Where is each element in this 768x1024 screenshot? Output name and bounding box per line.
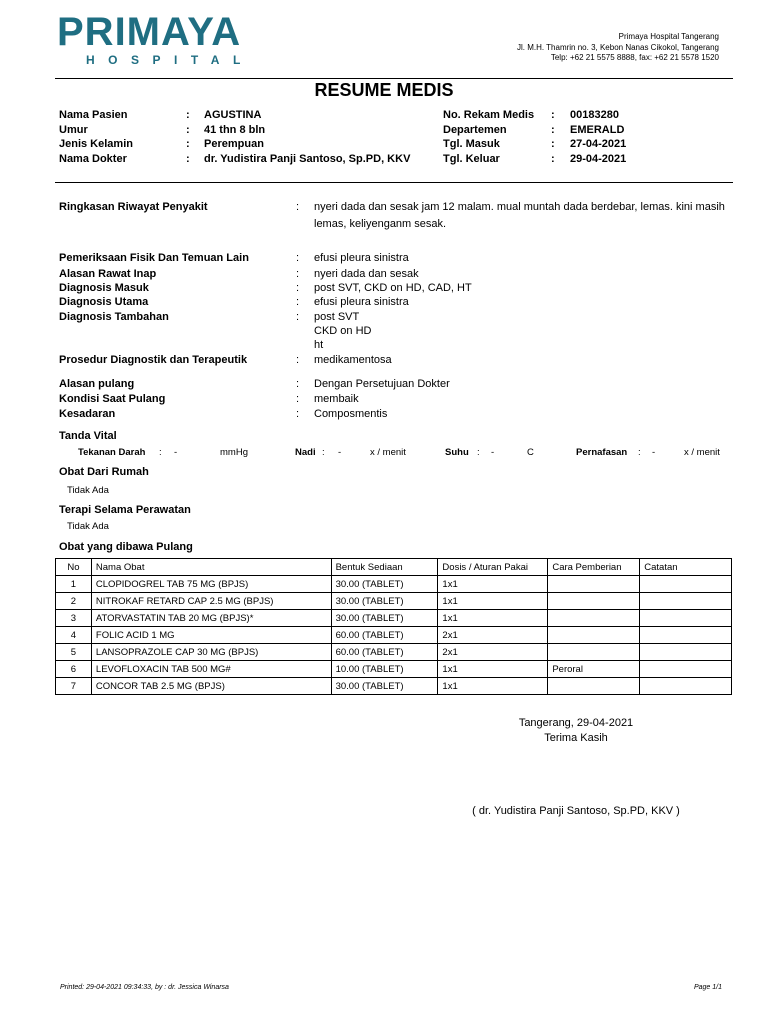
label-ringkasan: Ringkasan Riwayat Penyakit bbox=[59, 201, 208, 213]
label-alasan-rawat: Alasan Rawat Inap bbox=[59, 268, 157, 280]
cell-no: 3 bbox=[56, 610, 92, 627]
value-diagnosis-utama: efusi pleura sinistra bbox=[314, 296, 409, 308]
section-title-terapi: Terapi Selama Perawatan bbox=[59, 504, 191, 516]
table-header-row bbox=[56, 559, 732, 576]
cell-cara-pemberian bbox=[548, 593, 640, 610]
cell-no: 7 bbox=[56, 678, 92, 695]
cell-dosis: 1x1 bbox=[438, 661, 548, 678]
cell-dosis: 1x1 bbox=[438, 678, 548, 695]
cell-dosis: 1x1 bbox=[438, 610, 548, 627]
cell-nama-obat: LEVOFLOXACIN TAB 500 MG# bbox=[91, 661, 331, 678]
cell-dosis: 1x1 bbox=[438, 576, 548, 593]
label-suhu: Suhu bbox=[445, 447, 469, 458]
colon: : bbox=[296, 354, 300, 366]
cell-nama-obat: LANSOPRAZOLE CAP 30 MG (BPJS) bbox=[91, 644, 331, 661]
column-header-dosis: Dosis / Aturan Pakai bbox=[438, 559, 548, 576]
value-tgl-masuk: 27-04-2021 bbox=[570, 138, 627, 150]
colon: : bbox=[186, 109, 190, 121]
cell-no: 2 bbox=[56, 593, 92, 610]
cell-bentuk-sediaan: 30.00 (TABLET) bbox=[331, 576, 438, 593]
value-pernafasan: - bbox=[652, 447, 656, 458]
value-kesadaran: Composmentis bbox=[314, 408, 388, 420]
cell-cara-pemberian bbox=[548, 610, 640, 627]
value-departemen: EMERALD bbox=[570, 124, 625, 136]
section-title-obat-pulang: Obat yang dibawa Pulang bbox=[59, 541, 193, 553]
value-nama-dokter: dr. Yudistira Panji Santoso, Sp.PD, KKV bbox=[204, 153, 411, 165]
patient-divider bbox=[55, 182, 733, 183]
cell-catatan bbox=[640, 678, 732, 695]
hospital-name: Primaya Hospital Tangerang bbox=[618, 32, 719, 41]
cell-no: 6 bbox=[56, 661, 92, 678]
cell-nama-obat: FOLIC ACID 1 MG bbox=[91, 627, 331, 644]
value-obat-dari-rumah: Tidak Ada bbox=[67, 485, 109, 496]
value-jenis-kelamin: Perempuan bbox=[204, 138, 264, 150]
label-diagnosis-utama: Diagnosis Utama bbox=[59, 296, 149, 308]
cell-cara-pemberian bbox=[548, 678, 640, 695]
label-umur: Umur bbox=[59, 124, 88, 136]
label-alasan-pulang: Alasan pulang bbox=[59, 378, 135, 390]
colon: : bbox=[322, 447, 325, 458]
cell-no: 5 bbox=[56, 644, 92, 661]
footer-page-number: Page 1/1 bbox=[693, 984, 722, 991]
label-kondisi-pulang: Kondisi Saat Pulang bbox=[59, 393, 166, 405]
colon: : bbox=[186, 138, 190, 150]
section-title-tanda-vital: Tanda Vital bbox=[59, 430, 117, 442]
colon: : bbox=[186, 124, 190, 136]
value-diagnosis-tambahan-1: post SVT bbox=[314, 311, 360, 323]
cell-catatan bbox=[640, 576, 732, 593]
signature-place-date: Tangerang, 29-04-2021 bbox=[518, 717, 634, 729]
table-row bbox=[56, 644, 732, 661]
signature-thanks: Terima Kasih bbox=[544, 732, 608, 744]
colon: : bbox=[296, 296, 300, 308]
cell-catatan bbox=[640, 661, 732, 678]
label-nadi: Nadi bbox=[295, 447, 316, 458]
cell-dosis: 2x1 bbox=[438, 627, 548, 644]
label-no-rekam-medis: No. Rekam Medis bbox=[443, 109, 535, 121]
colon: : bbox=[296, 282, 300, 294]
label-kesadaran: Kesadaran bbox=[59, 408, 116, 420]
colon: : bbox=[159, 447, 162, 458]
colon: : bbox=[296, 268, 300, 280]
value-alasan-pulang: Dengan Persetujuan Dokter bbox=[314, 378, 450, 390]
colon: : bbox=[186, 153, 190, 165]
cell-bentuk-sediaan: 30.00 (TABLET) bbox=[331, 678, 438, 695]
label-pemeriksaan: Pemeriksaan Fisik Dan Temuan Lain bbox=[59, 252, 249, 264]
value-ringkasan: nyeri dada dan sesak jam 12 malam. mual muntah dada berdebar, lemas. kini masih lemas, keliyenganm sesak. bbox=[314, 201, 725, 230]
cell-catatan bbox=[640, 593, 732, 610]
cell-nama-obat: CLOPIDOGREL TAB 75 MG (BPJS) bbox=[91, 576, 331, 593]
column-header-catatan: Catatan bbox=[640, 559, 732, 576]
column-header-nama-obat: Nama Obat bbox=[91, 559, 331, 576]
colon: : bbox=[638, 447, 641, 458]
cell-nama-obat: NITROKAF RETARD CAP 2.5 MG (BPJS) bbox=[91, 593, 331, 610]
label-departemen: Departemen bbox=[443, 124, 507, 136]
colon: : bbox=[551, 109, 555, 121]
colon: : bbox=[296, 378, 300, 390]
value-no-rekam-medis: 00183280 bbox=[570, 109, 619, 121]
label-prosedur: Prosedur Diagnostik dan Terapeutik bbox=[59, 354, 248, 366]
label-tekanan-darah: Tekanan Darah bbox=[78, 447, 146, 458]
cell-cara-pemberian bbox=[548, 576, 640, 593]
cell-catatan bbox=[640, 644, 732, 661]
cell-cara-pemberian bbox=[548, 627, 640, 644]
cell-catatan bbox=[640, 627, 732, 644]
colon: : bbox=[551, 124, 555, 136]
column-header-bentuk-sediaan: Bentuk Sediaan bbox=[331, 559, 438, 576]
label-tgl-keluar: Tgl. Keluar bbox=[443, 153, 500, 165]
table-row bbox=[56, 678, 732, 695]
hospital-address: Jl. M.H. Thamrin no. 3, Kebon Nanas Cikokol, Tangerang bbox=[516, 42, 719, 52]
medicine-table bbox=[55, 558, 732, 695]
unit-suhu: C bbox=[527, 447, 534, 458]
logo-hospital-subtitle: HOSPITAL bbox=[86, 53, 254, 67]
label-diagnosis-masuk: Diagnosis Masuk bbox=[59, 282, 149, 294]
cell-no: 4 bbox=[56, 627, 92, 644]
table-row bbox=[56, 576, 732, 593]
colon: : bbox=[296, 408, 300, 420]
cell-nama-obat: ATORVASTATIN TAB 20 MG (BPJS)* bbox=[91, 610, 331, 627]
value-diagnosis-tambahan-3: ht bbox=[314, 339, 324, 351]
value-tekanan-darah: - bbox=[174, 447, 178, 458]
cell-bentuk-sediaan: 10.00 (TABLET) bbox=[331, 661, 438, 678]
header-divider bbox=[55, 78, 733, 79]
column-header-no: No bbox=[56, 559, 92, 576]
cell-bentuk-sediaan: 30.00 (TABLET) bbox=[331, 610, 438, 627]
footer-printed: Printed: 29-04-2021 09:34:33, by : dr. Jessica Winarsa bbox=[60, 984, 229, 991]
value-nadi: - bbox=[338, 447, 342, 458]
colon: : bbox=[296, 393, 300, 405]
value-diagnosis-tambahan-2: CKD on HD bbox=[314, 325, 372, 337]
hospital-info bbox=[517, 32, 719, 64]
cell-no: 1 bbox=[56, 576, 92, 593]
colon: : bbox=[296, 201, 300, 213]
cell-bentuk-sediaan: 30.00 (TABLET) bbox=[331, 593, 438, 610]
colon: : bbox=[296, 311, 300, 323]
cell-bentuk-sediaan: 60.00 (TABLET) bbox=[331, 644, 438, 661]
cell-dosis: 1x1 bbox=[438, 593, 548, 610]
table-row bbox=[56, 610, 732, 627]
hospital-contact: Telp: +62 21 5575 8888, fax: +62 21 5578 1520 bbox=[550, 53, 719, 62]
value-tgl-keluar: 29-04-2021 bbox=[570, 153, 627, 165]
value-nama-pasien: AGUSTINA bbox=[204, 109, 262, 121]
signature-doctor-name: ( dr. Yudistira Panji Santoso, Sp.PD, KKV ) bbox=[472, 805, 680, 817]
label-nama-pasien: Nama Pasien bbox=[59, 109, 128, 121]
value-alasan-rawat: nyeri dada dan sesak bbox=[314, 268, 419, 280]
document-title: RESUME MEDIS bbox=[314, 80, 454, 100]
value-terapi: Tidak Ada bbox=[67, 521, 109, 532]
cell-cara-pemberian bbox=[548, 644, 640, 661]
table-row bbox=[56, 593, 732, 610]
value-prosedur: medikamentosa bbox=[314, 354, 392, 366]
colon: : bbox=[296, 252, 300, 264]
cell-bentuk-sediaan: 60.00 (TABLET) bbox=[331, 627, 438, 644]
value-umur: 41 thn 8 bln bbox=[204, 124, 266, 136]
cell-nama-obat: CONCOR TAB 2.5 MG (BPJS) bbox=[91, 678, 331, 695]
label-nama-dokter: Nama Dokter bbox=[59, 153, 127, 165]
table-row bbox=[56, 661, 732, 678]
colon: : bbox=[551, 138, 555, 150]
unit-tekanan-darah: mmHg bbox=[220, 447, 248, 458]
logo-primaya: PRIMAYA bbox=[57, 10, 242, 54]
cell-cara-pemberian: Peroral bbox=[548, 661, 640, 678]
colon: : bbox=[551, 153, 555, 165]
cell-catatan bbox=[640, 610, 732, 627]
value-suhu: - bbox=[491, 447, 495, 458]
label-tgl-masuk: Tgl. Masuk bbox=[443, 138, 500, 150]
label-diagnosis-tambahan: Diagnosis Tambahan bbox=[59, 311, 169, 323]
label-pernafasan: Pernafasan bbox=[576, 447, 628, 458]
table-row bbox=[56, 627, 732, 644]
value-kondisi-pulang: membaik bbox=[314, 393, 359, 405]
value-diagnosis-masuk: post SVT, CKD on HD, CAD, HT bbox=[314, 282, 472, 294]
column-header-cara-pemberian: Cara Pemberian bbox=[548, 559, 640, 576]
section-title-obat-dari-rumah: Obat Dari Rumah bbox=[59, 466, 149, 478]
unit-pernafasan: x / menit bbox=[684, 447, 720, 458]
unit-nadi: x / menit bbox=[370, 447, 406, 458]
label-jenis-kelamin: Jenis Kelamin bbox=[59, 138, 133, 150]
colon: : bbox=[477, 447, 480, 458]
value-pemeriksaan: efusi pleura sinistra bbox=[314, 252, 409, 264]
cell-dosis: 2x1 bbox=[438, 644, 548, 661]
